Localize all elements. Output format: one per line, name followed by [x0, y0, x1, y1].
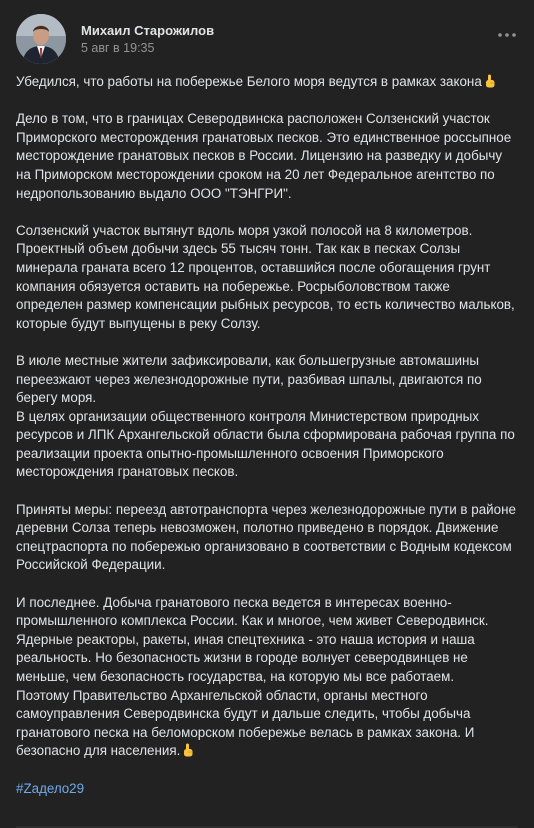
post-paragraph-line: И последнее. Добыча гранатового песка ведется в интересах военно-промышленного комплекса России. Как и многое, чем живет Северодвинск. Ядерные реакторы, ракеты, иная спецтехника - это наша история и наша реальность. Но безопасность жизни в городе волнует северодвинцев не меньше, чем безопасность государства, на которую мы все работаем. — [16, 594, 489, 684]
post-text — [16, 73, 518, 798]
post-date[interactable]: 5 авг в 19:35 — [81, 41, 155, 55]
avatar-photo — [16, 14, 66, 64]
post-paragraph — [16, 780, 518, 799]
more-horizontal-icon — [496, 28, 518, 42]
post-paragraph — [16, 352, 518, 482]
pointing-up-hand-icon — [182, 743, 194, 757]
post-paragraph: Солзенский участок вытянут вдоль моря узкой полосой на 8 километров. Проектный объем добычи здесь 55 тысяч тонн. Так как в песках Солзы минерала граната всего 12 процентов, оставшийся после обогащения грунт компания обязуется оставить на побережье. Росрыболовством также определен размер компенсации рыбных ресурсов, то есть количество мальков, которые будут выпущены в реку Солзу. — [16, 222, 515, 331]
pointing-up-hand-icon — [484, 74, 496, 88]
hashtag-link[interactable]: #Zaделo29 — [16, 780, 85, 796]
post-paragraph — [16, 594, 518, 761]
post-paragraph-text: Поэтому Правительство Архангельской области, органы местного самоуправления Северодвинска будут и дальше следить, чтобы добыча гранатового песка на беломорском побережье велась в рамках закона. И безопасно для населения. — [16, 687, 475, 759]
post-paragraph-text: Убедился, что работы на побережье Белого моря ведутся в рамках закона — [16, 74, 482, 89]
post-paragraph-line: В июле местные жители зафиксировали, как большегрузные автомашины переезжают через железнодорожные пути, разбивая шпалы, двигаются по берегу моря. — [16, 352, 482, 406]
author-name[interactable]: Михаил Старожилов — [81, 23, 215, 38]
post-paragraph-line — [16, 687, 518, 761]
post-paragraph: Дело в том, что в границах Северодвинска расположен Солзенский участок Приморского месторождения гранатовых песков. Это единственное россыпное месторождение гранатовых песков в России. Лицензию на разведку и добычу на Приморском месторождении сроком на 20 лет Федеральное агентство по недропользованию выдало ООО "ТЭНГРИ". — [16, 111, 512, 201]
author-avatar[interactable] — [16, 14, 66, 64]
post-paragraph-line: В целях организации общественного контроля Министерством природных ресурсов и ЛПК Архангельской области была сформирована рабочая группа по реализации проекта опытно-промышленного освоения Приморского месторождения гранатовых песков. — [16, 408, 515, 480]
post-paragraph — [16, 73, 518, 92]
post-paragraph: Приняты меры: переезд автотранспорта через железнодорожные пути в районе деревни Солза теперь невозможен, полотно приведено в порядок. Движение спецтраспорта по побережью организовано в соответствии с Водным кодексом Российской Федерации. — [16, 501, 516, 573]
post-header — [16, 14, 518, 66]
more-options-button[interactable] — [496, 28, 518, 42]
